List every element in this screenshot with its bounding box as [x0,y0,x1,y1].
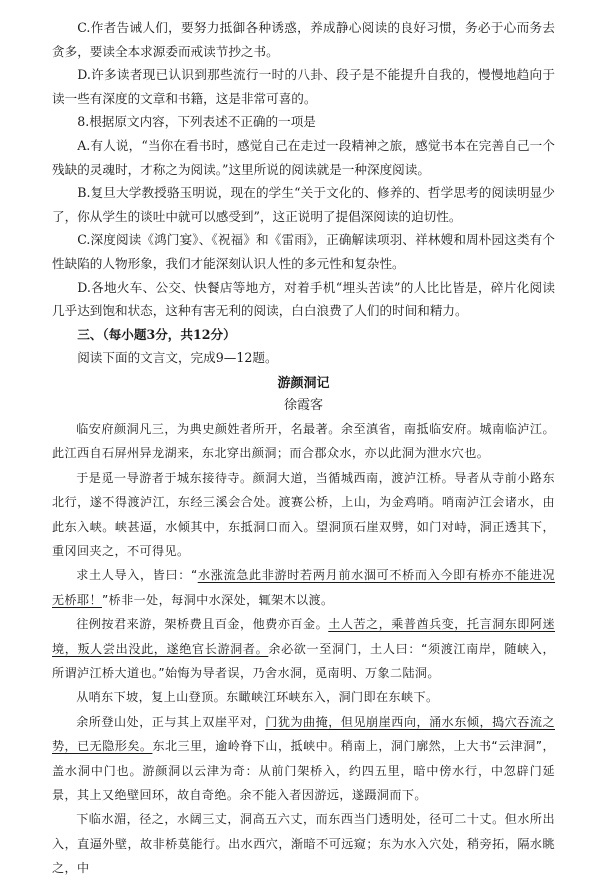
question-8-option-d: D.各地火车、公交、快餐店等地方，对着手机“埋头苦读”的人比比皆是，碎片化阅读几乎达到饱和状态，这种有害无利的阅读，白白浪费了人们的时间和精力。 [52,279,555,319]
passage-paragraph-1: 临安府颜洞凡三，为典史颜姓者所开，名最著。余至滇省，南抵临安府。城南临泸江。此江西自石屏州异龙湖来，东北穿出颜洞；而合郡众水，亦以此洞为泄水穴也。 [52,421,555,461]
passage-paragraph-2: 于是觅一导游者于城东接待寺。颜洞大道，当循城西南，渡泸江桥。导者从寺前小路东北行，遂不得渡泸江，东经三溪会合处。渡赛公桥，上山，为金鸡哨。哨南泸江会诸水，由此东入峡。峡甚逼，水倾其中，东抵洞口而入。望洞顶石崖双劈，如门对峙，洞正透其下，重冈回夹之，不可得见。 [52,470,555,558]
section-heading: 三、（每小题3分，共12分） [77,326,236,342]
underlined-sentence: 门犹为曲掩，但见崩崖西向，涌水东倾，捣穴吞流之势，已无隐形矣。 [52,714,555,754]
passage-paragraph-3 [52,563,555,612]
question-8-option-a: A.有人说，“当你在看书时，感觉自己在走过一段精神之旅，感觉书本在完善自己一个残缺的灵魂时，才称之为阅读。”这里所说的阅读就是一种深度阅读。 [52,137,555,177]
passage-text: 东北三里，逾岭脊下山，抵峡中。稍南上，洞门廓然，上大书“云津洞”，盖水洞中门也。游颜洞以云津为奇：从前门架桥入，约四五里，暗中傍水行，中忽辟门延景，其上又绝壁回环，故自奇绝。余不能入者因游远，遂蹑洞而下。 [52,739,556,802]
section-instruction: 阅读下面的文言文，完成9—12题。 [77,350,278,366]
underlined-sentence: 水涨流急此非游时若两月前水涸可不桥而入今即有桥亦不能进况无桥耶！ [52,568,556,607]
passage-paragraph-6 [52,710,555,808]
question-8-stem: 8.根据原文内容，下列表述不正确的一项是 [77,114,316,130]
passage-text: 求土人导入，皆曰：“ [76,568,198,583]
passage-title: 游颜洞记 [277,375,330,391]
passage-text: 余必欲一至洞门，土人曰：“须渡江南岸，随峡入，所谓泸江桥大道也。”始悔为导者误，乃舍水洞，觅南明、万象二陆洞。 [52,641,556,680]
passage-text: 余所登山处，正与其上双崖平对， [76,714,266,729]
option-c: C.作者告诫人们，要努力抵御各种诱惑，养成静心阅读的良好习惯，务必于心而务去贪多，要读全本求源委而戒读节抄之书。 [52,20,555,59]
passage-paragraph-7: 下临水湄，径之，水阔三丈，洞高五六丈，而东西当门透明处，径可二十丈。但水所出入，直逼外壁，故非桥莫能行。出水西穴，渐暗不可远窥；东为水入穴处，稍旁拓，隔水眺之，中 [52,812,555,876]
passage-author: 徐霞客 [283,397,323,413]
passage-paragraph-5: 从哨东下坡，复上山登顶。东瞰峡江环峡东入，洞门即在东峡下。 [76,690,439,705]
question-8-option-c: C.深度阅读《鸿门宴》、《祝福》和《雷雨》，正确解读项羽、祥林嫂和周朴园这类有个性缺陷的人物形象，我们才能深刻认识人性的多元性和复杂性。 [52,232,555,271]
option-d: D.许多读者现已认识到那些流行一时的八卦、段子是不能提升自我的，慢慢地趋向于读一些有深度的文章和书籍，这是非常可喜的。 [52,67,555,106]
passage-paragraph-4 [52,612,555,685]
question-8-option-b: B.复旦大学教授骆玉明说，现在的学生“关于文化的、修养的、哲学思考的阅读明显少了，你从学生的谈吐中就可以感受到”，这正说明了提倡深阅读的迫切性。 [52,185,555,224]
passage-text: ”桥非一处，每洞中水深处，辄架木以渡。 [101,592,334,607]
exam-page [52,16,555,881]
passage-text: 往例按君来游，架桥费且百金，他费亦百金。 [76,617,329,632]
underlined-sentence: 土人苦之，乘普酋兵变，托言洞东即阿迷境，叛人尝出没此，遂绝官长游洞者。 [52,617,555,656]
